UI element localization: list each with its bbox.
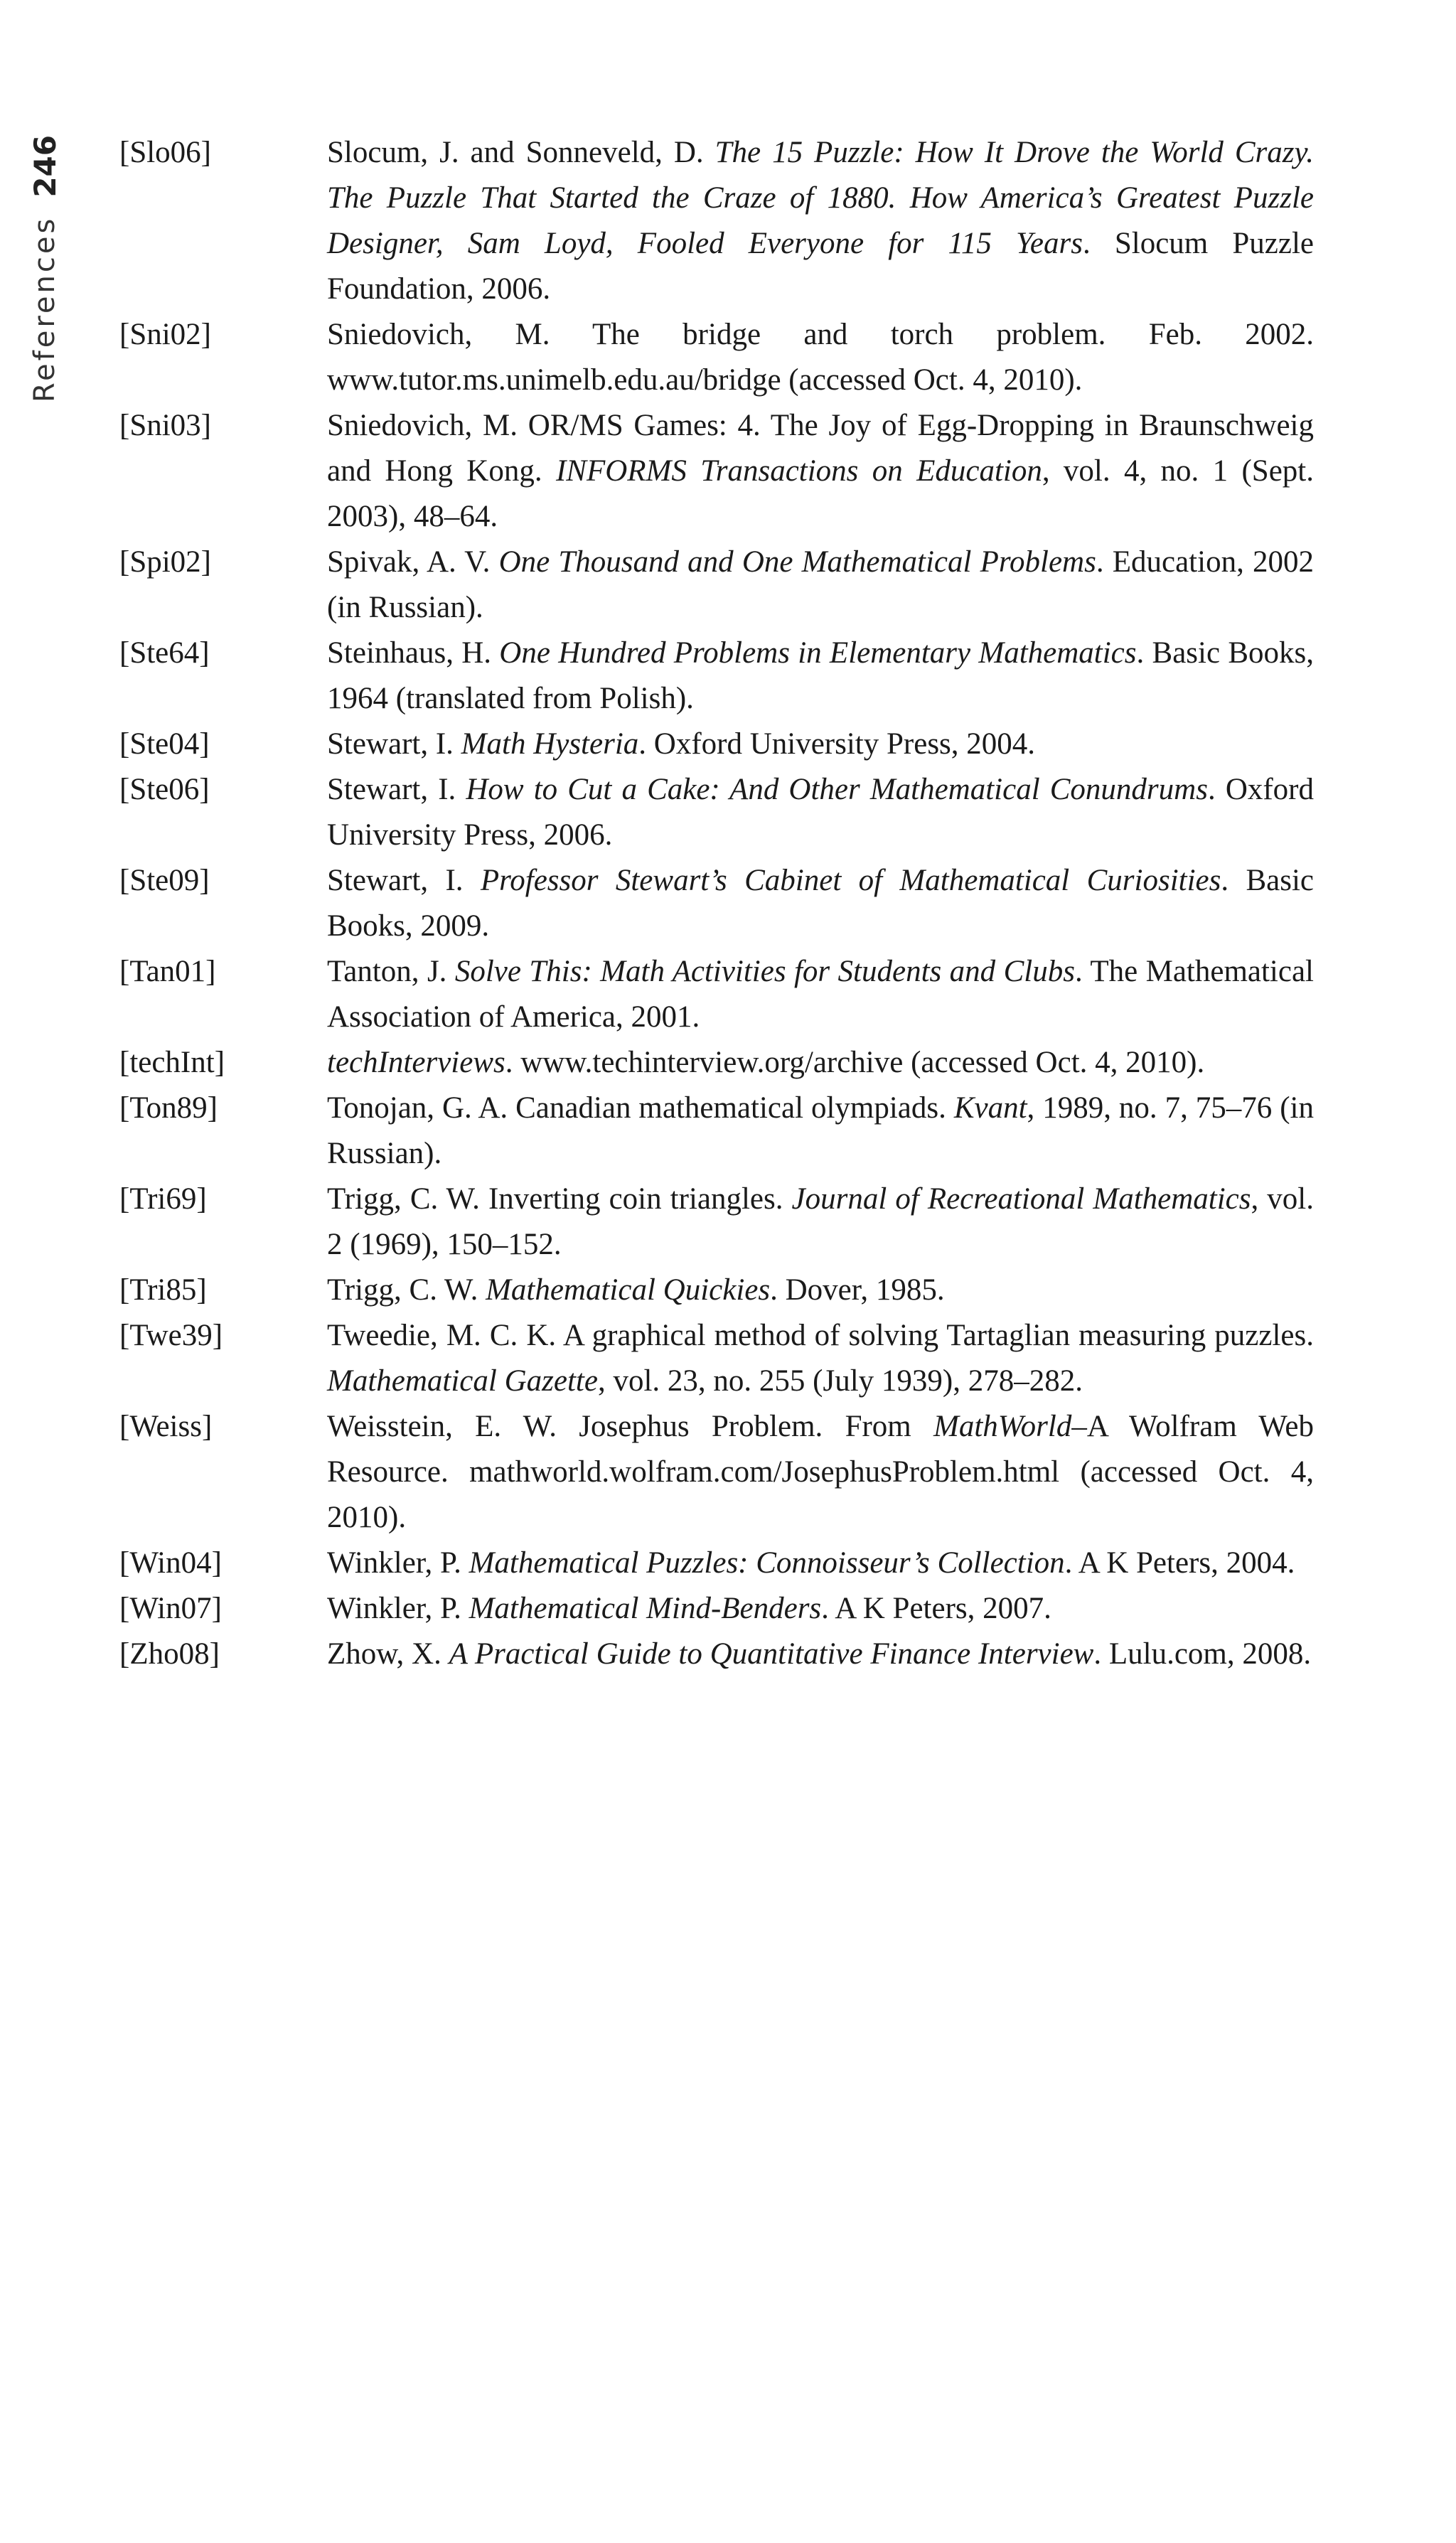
reference-text-segment: . Education, 2002 (in Russian). [327, 545, 1314, 624]
reference-key: [Ste64] [119, 636, 210, 670]
reference-title-italic: Journal of Recreational Mathematics [791, 1182, 1251, 1216]
reference-title-italic: Mathematical Puzzles: Connoisseur’s Collection [469, 1546, 1065, 1580]
reference-text-segment: Sniedovich, M. The bridge and torch problem. Feb. 2002. www.tutor.ms.unimelb.edu.au/bridge (accessed Oct. 4, 2010). [327, 318, 1314, 397]
reference-entry [119, 1541, 1314, 1586]
reference-text-segment: Tonojan, G. A. Canadian mathematical olympiads. [327, 1091, 954, 1125]
reference-key: [Tri69] [119, 1182, 207, 1216]
reference-text-segment: Stewart, I. [327, 864, 481, 897]
reference-title-italic: One Hundred Problems in Elementary Mathematics [499, 636, 1137, 670]
reference-key: [Weiss] [119, 1410, 213, 1443]
section-label: References [28, 215, 61, 402]
reference-key: [Sni03] [119, 409, 211, 442]
reference-title-italic: A Practical Guide to Quantitative Finance Interview [449, 1637, 1094, 1671]
reference-text [327, 858, 1314, 949]
reference-entry [119, 1632, 1314, 1677]
reference-text-segment: Weisstein, E. W. Josephus Problem. From [327, 1410, 934, 1443]
reference-text [327, 1040, 1314, 1086]
reference-text-segment: Sniedovich, M. OR/MS Games: 4. The Joy of Egg-Dropping in Braunschweig and Hong Kong. [327, 409, 1314, 488]
reference-text-segment: . Oxford University Press, 2006. [327, 773, 1315, 852]
reference-title-italic: Mathematical Quickies [486, 1273, 771, 1307]
reference-key: [Win04] [119, 1546, 222, 1580]
reference-text-segment: Stewart, I. [327, 773, 466, 806]
reference-key: [Sni02] [119, 318, 211, 351]
reference-title-italic: Professor Stewart’s Cabinet of Mathematical Curiosities [480, 864, 1221, 897]
reference-entry [119, 130, 1314, 312]
reference-key: [Ste06] [119, 773, 210, 806]
reference-text [327, 1177, 1314, 1268]
reference-title-italic: Kvant [953, 1091, 1027, 1125]
reference-text-segment: Steinhaus, H. [327, 636, 500, 670]
reference-text-segment: . Basic Books, 2009. [327, 864, 1314, 943]
reference-text-segment: Winkler, P. [327, 1592, 469, 1625]
reference-text-segment: . Dover, 1985. [770, 1273, 945, 1307]
reference-key: [Slo06] [119, 136, 211, 169]
reference-text-segment: Trigg, C. W. Inverting coin triangles. [327, 1182, 792, 1216]
reference-text-segment: . Oxford University Press, 2004. [638, 727, 1036, 761]
reference-text [327, 767, 1314, 858]
reference-key: [Ste04] [119, 727, 210, 761]
page-number: 246 [27, 135, 63, 198]
reference-title-italic: Mathematical Gazette [327, 1364, 598, 1398]
reference-entry [119, 312, 1314, 403]
reference-entry [119, 631, 1314, 722]
reference-text-segment: . Lulu.com, 2008. [1093, 1637, 1312, 1671]
reference-text-segment: . Slocum Puzzle Foundation, 2006. [327, 227, 1315, 306]
reference-entry [119, 949, 1314, 1040]
reference-key: [Tri85] [119, 1273, 207, 1307]
reference-title-italic: How to Cut a Cake: And Other Mathematical Conundrums [466, 773, 1208, 806]
reference-title-italic: The 15 Puzzle: How It Drove the World Crazy. The Puzzle That Started the Craze of 1880. How America’s Greatest Puzzle Designer, Sam Loyd, Fooled Everyone for 115 Years [327, 136, 1314, 260]
reference-text [327, 1632, 1314, 1677]
reference-key: [techInt] [119, 1046, 225, 1079]
reference-text-segment: . The Mathematical Association of America, 2001. [327, 955, 1314, 1034]
reference-text [327, 1404, 1314, 1541]
reference-text-segment: , 1989, no. 7, 75–76 (in Russian). [327, 1091, 1314, 1170]
reference-text [327, 1541, 1314, 1586]
reference-text [327, 312, 1314, 403]
reference-text-segment: Spivak, A. V. [327, 545, 499, 579]
reference-title-italic: One Thousand and One Mathematical Problems [498, 545, 1096, 579]
reference-list [119, 130, 1314, 1677]
reference-key: [Ton89] [119, 1091, 218, 1125]
reference-entry [119, 1040, 1314, 1086]
reference-text-segment: Zhow, X. [327, 1637, 449, 1671]
reference-entry [119, 767, 1314, 858]
reference-text [327, 949, 1314, 1040]
reference-entry [119, 1177, 1314, 1268]
reference-entry [119, 1313, 1314, 1404]
reference-text [327, 722, 1314, 767]
reference-text-segment: Stewart, I. [327, 727, 461, 761]
reference-entry [119, 540, 1314, 631]
reference-text [327, 1586, 1314, 1632]
reference-text [327, 631, 1314, 722]
reference-text [327, 130, 1314, 312]
reference-entry [119, 1586, 1314, 1632]
reference-title-italic: Solve This: Math Activities for Students and Clubs [454, 955, 1075, 988]
reference-entry [119, 1404, 1314, 1541]
reference-text [327, 540, 1314, 631]
running-head [20, 135, 70, 405]
reference-key: [Ste09] [119, 864, 210, 897]
running-head-rotated [20, 135, 70, 405]
reference-text-segment: Tanton, J. [327, 955, 455, 988]
reference-title-italic: Math Hysteria [461, 727, 639, 761]
reference-text-segment: –A Wolfram Web Resource. mathworld.wolfram.com/JosephusProblem.html (accessed Oct. 4, 2010). [327, 1410, 1314, 1534]
reference-text-segment: Tweedie, M. C. K. A graphical method of solving Tartaglian measuring puzzles. [327, 1319, 1314, 1352]
reference-title-italic: techInterviews [327, 1046, 505, 1079]
reference-key: [Win07] [119, 1592, 222, 1625]
reference-text-segment: . A K Peters, 2007. [821, 1592, 1051, 1625]
reference-text-segment: . www.techinterview.org/archive (accessed Oct. 4, 2010). [505, 1046, 1205, 1079]
reference-text-segment: Slocum, J. and Sonneveld, D. [327, 136, 715, 169]
reference-text [327, 1086, 1314, 1177]
reference-key: [Tan01] [119, 955, 216, 988]
reference-title-italic: MathWorld [933, 1410, 1072, 1443]
reference-entry [119, 403, 1314, 540]
reference-key: [Spi02] [119, 545, 211, 579]
reference-entry [119, 722, 1314, 767]
reference-text [327, 1268, 1314, 1313]
reference-text [327, 1313, 1314, 1404]
reference-title-italic: Mathematical Mind-Benders [469, 1592, 822, 1625]
reference-text-segment: , vol. 4, no. 1 (Sept. 2003), 48–64. [327, 454, 1314, 533]
reference-entry [119, 858, 1314, 949]
reference-text-segment: . Basic Books, 1964 (translated from Polish). [327, 636, 1314, 715]
reference-text-segment: , vol. 2 (1969), 150–152. [327, 1182, 1314, 1261]
reference-text-segment: Winkler, P. [327, 1546, 469, 1580]
reference-text-segment: . A K Peters, 2004. [1064, 1546, 1295, 1580]
reference-text [327, 403, 1314, 540]
reference-key: [Twe39] [119, 1319, 223, 1352]
reference-title-italic: INFORMS Transactions on Education [555, 454, 1042, 488]
reference-text-segment: , vol. 23, no. 255 (July 1939), 278–282. [597, 1364, 1083, 1398]
reference-entry [119, 1086, 1314, 1177]
reference-key: [Zho08] [119, 1637, 220, 1671]
reference-entry [119, 1268, 1314, 1313]
reference-text-segment: Trigg, C. W. [327, 1273, 486, 1307]
